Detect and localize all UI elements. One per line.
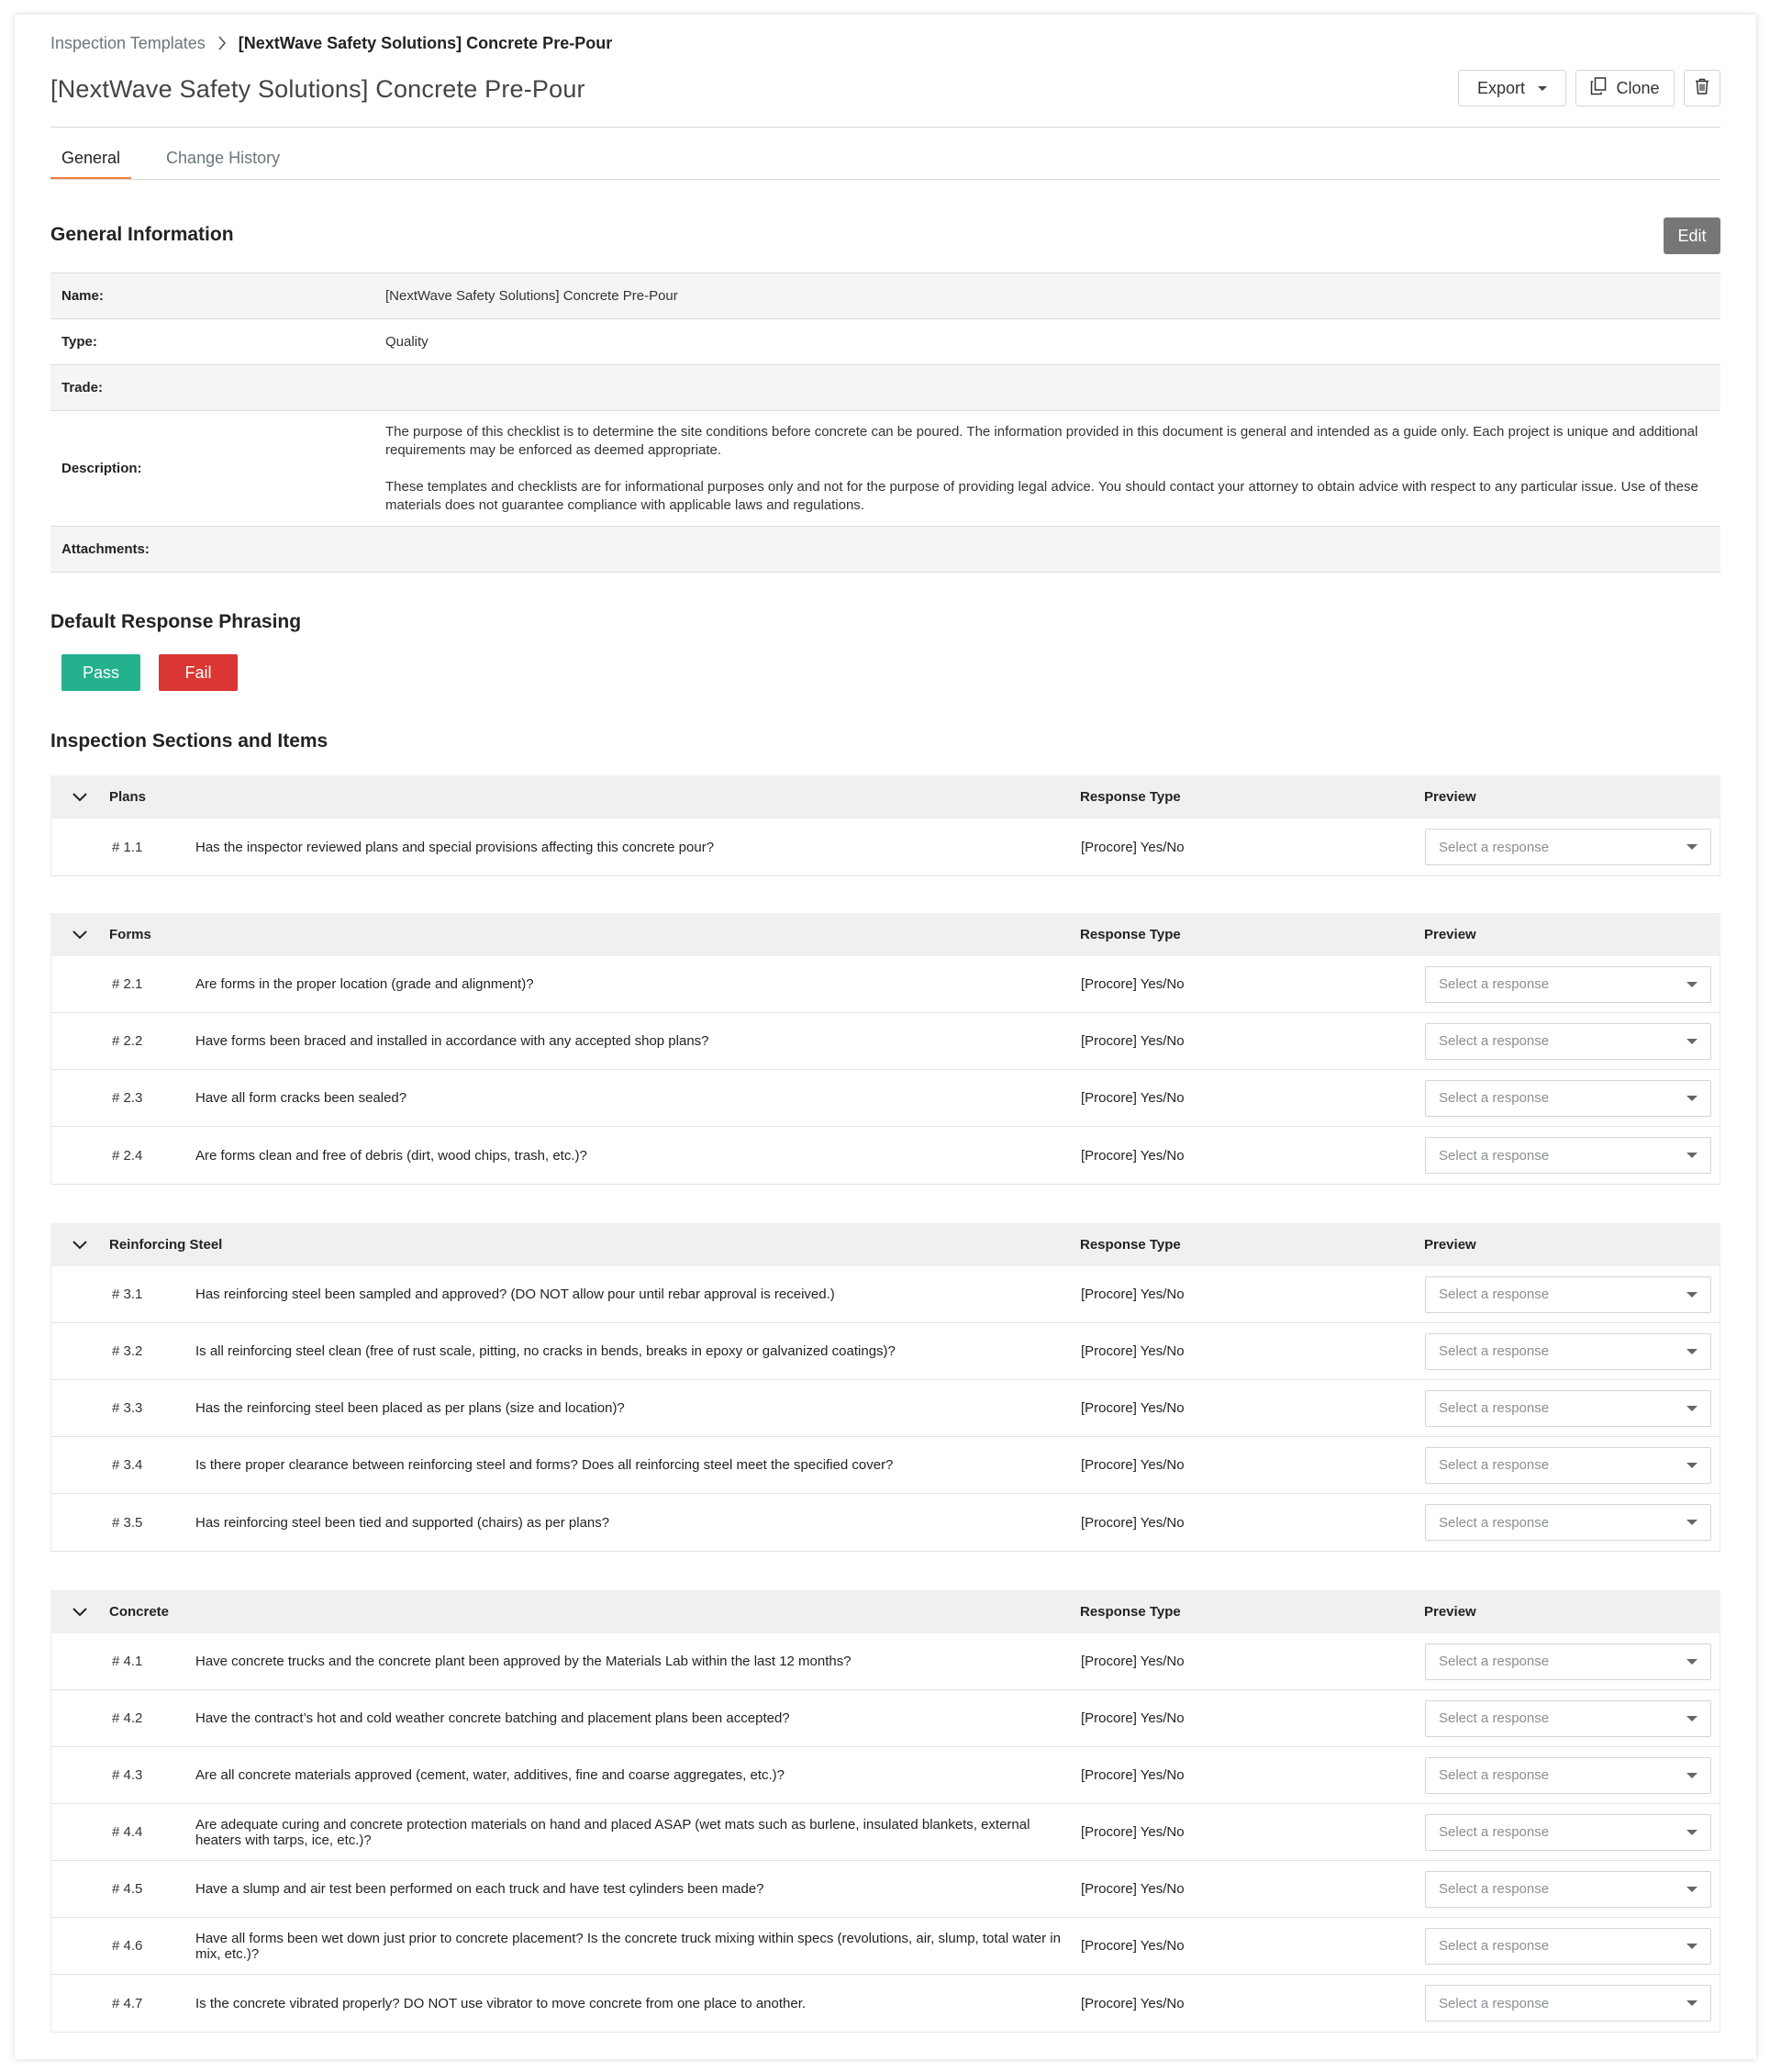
item-row	[50, 1013, 1720, 1070]
item-preview	[1425, 1137, 1720, 1174]
item-preview	[1425, 1504, 1720, 1541]
tab-general[interactable]: General	[50, 141, 131, 180]
breadcrumb-current: [NextWave Safety Solutions] Concrete Pre-Pour	[238, 33, 613, 52]
edit-button[interactable]: Edit	[1664, 217, 1720, 254]
description-paragraph: These templates and checklists are for informational purposes only and not for the purpose of providing legal advice. You should contact your attorney to obtain advice with respect to any particular issue. Use of these materials does not guarantee compliance with applicable laws and regulations.	[385, 478, 1698, 513]
chevron-right-icon	[206, 36, 239, 50]
item-number: # 3.3	[112, 1400, 143, 1416]
section-name: Plans	[109, 789, 147, 805]
info-row-description	[50, 411, 1720, 527]
select-placeholder: Select a response	[1439, 1090, 1550, 1106]
item-preview	[1425, 1757, 1720, 1794]
section-concrete	[50, 1590, 1720, 2033]
response-phrasing-pills	[61, 654, 238, 691]
page-title: [NextWave Safety Solutions] Concrete Pre-Pour	[50, 75, 585, 103]
item-preview	[1425, 1447, 1720, 1484]
item-preview	[1425, 1333, 1720, 1370]
item-preview	[1425, 1871, 1720, 1908]
item-row	[50, 1804, 1720, 1861]
item-row	[50, 1323, 1720, 1380]
item-response-type: [Procore] Yes/No	[1081, 1881, 1185, 1897]
info-value: Quality	[385, 333, 429, 350]
response-select[interactable]	[1425, 1643, 1711, 1680]
item-response-type: [Procore] Yes/No	[1081, 976, 1185, 992]
item-response-type: [Procore] Yes/No	[1081, 1033, 1185, 1049]
select-placeholder: Select a response	[1439, 976, 1550, 992]
item-row	[50, 956, 1720, 1013]
item-preview	[1425, 829, 1720, 865]
item-number: # 3.2	[112, 1343, 143, 1359]
select-placeholder: Select a response	[1439, 1400, 1550, 1416]
select-placeholder: Select a response	[1439, 1033, 1550, 1049]
item-number: # 4.6	[112, 1938, 143, 1954]
description-paragraph: The purpose of this checklist is to determine the site conditions before concrete can be poured. The information provided in this document is general and intended as a guide only. Each project is unique and additional requirements may be enforced as deemed appropriate.	[385, 423, 1698, 458]
response-select[interactable]	[1425, 1985, 1711, 2022]
response-select[interactable]	[1425, 1814, 1711, 1851]
response-select[interactable]	[1425, 1700, 1711, 1737]
item-number: # 4.3	[112, 1767, 143, 1783]
info-label: Description:	[61, 461, 142, 476]
item-response-type: [Procore] Yes/No	[1081, 1343, 1185, 1359]
item-row	[50, 1070, 1720, 1127]
item-number: # 4.4	[112, 1824, 143, 1840]
info-row-type	[50, 319, 1720, 365]
item-text: Has reinforcing steel been sampled and approved? (DO NOT allow pour until rebar approval is received.)	[195, 1287, 835, 1302]
info-row-attachments	[50, 527, 1720, 573]
section-name: Forms	[109, 927, 151, 942]
item-number: # 2.3	[112, 1090, 143, 1106]
section-header	[50, 1590, 1720, 1633]
section-plans	[50, 775, 1720, 876]
chevron-down-icon[interactable]	[50, 1241, 109, 1250]
item-text: Are forms clean and free of debris (dirt, wood chips, trash, etc.)?	[195, 1147, 587, 1164]
export-button-label: Export	[1476, 78, 1526, 97]
item-number: # 4.5	[112, 1881, 143, 1897]
response-select[interactable]	[1425, 1757, 1711, 1794]
fail-badge: Fail	[159, 654, 238, 691]
item-number: # 2.2	[112, 1033, 143, 1049]
caret-down-icon	[1687, 1096, 1698, 1101]
clone-button-label: Clone	[1616, 78, 1660, 97]
caret-down-icon	[1687, 844, 1698, 850]
chevron-down-icon[interactable]	[50, 930, 109, 940]
info-label: Trade:	[61, 380, 104, 395]
item-row	[50, 1437, 1720, 1494]
clone-button[interactable]	[1575, 70, 1675, 106]
item-number: # 2.1	[112, 976, 143, 992]
response-type-column-header: Response Type	[1080, 927, 1181, 942]
caret-down-icon	[1687, 1716, 1698, 1721]
response-select[interactable]	[1425, 1333, 1711, 1370]
export-button[interactable]	[1458, 70, 1566, 106]
item-text: Has the reinforcing steel been placed as per plans (size and location)?	[195, 1400, 625, 1416]
item-row	[50, 1494, 1720, 1551]
item-text: Are forms in the proper location (grade and alignment)?	[195, 976, 534, 992]
response-select[interactable]	[1425, 829, 1711, 865]
item-response-type: [Procore] Yes/No	[1081, 1147, 1185, 1164]
item-text: Have the contract’s hot and cold weather concrete batching and placement plans been accepted?	[195, 1710, 790, 1726]
item-number: # 3.4	[112, 1457, 143, 1473]
info-row-trade	[50, 365, 1720, 411]
item-response-type: [Procore] Yes/No	[1081, 1995, 1185, 2011]
select-placeholder: Select a response	[1439, 1824, 1550, 1840]
item-response-type: [Procore] Yes/No	[1081, 1287, 1185, 1302]
caret-down-icon	[1687, 1520, 1698, 1525]
item-row	[50, 1747, 1720, 1804]
response-type-column-header: Response Type	[1080, 1604, 1181, 1620]
section-forms	[50, 913, 1720, 1185]
select-placeholder: Select a response	[1439, 1710, 1550, 1726]
select-placeholder: Select a response	[1439, 1514, 1550, 1531]
item-text: Have concrete trucks and the concrete plant been approved by the Materials Lab within the last 12 months?	[195, 1654, 852, 1669]
item-response-type: [Procore] Yes/No	[1081, 1654, 1185, 1669]
header-actions	[1458, 70, 1720, 106]
response-select[interactable]	[1425, 1871, 1711, 1908]
select-placeholder: Select a response	[1439, 839, 1550, 855]
info-row-name	[50, 273, 1720, 319]
item-text: Is the concrete vibrated properly? DO NOT use vibrator to move concrete from one place to another.	[195, 1995, 807, 2011]
item-preview	[1425, 1390, 1720, 1427]
info-value	[385, 423, 1720, 515]
caret-down-icon	[1687, 1292, 1698, 1298]
item-text: Are adequate curing and concrete protection materials on hand and placed ASAP (wet mats such as burlene, insulated blankets, external heaters with tarps, ice, etc.)?	[195, 1816, 1030, 1848]
item-number: # 2.4	[112, 1147, 143, 1164]
item-response-type: [Procore] Yes/No	[1081, 1710, 1185, 1726]
tabs	[50, 141, 291, 180]
item-response-type: [Procore] Yes/No	[1081, 1400, 1185, 1416]
preview-column-header: Preview	[1424, 789, 1476, 805]
section-header	[50, 1223, 1720, 1266]
item-text: Have a slump and air test been performed on each truck and have test cylinders been made?	[195, 1881, 764, 1897]
breadcrumb	[50, 28, 612, 59]
item-preview	[1425, 966, 1720, 1003]
preview-column-header: Preview	[1424, 1604, 1476, 1620]
item-preview	[1425, 1814, 1720, 1851]
item-response-type: [Procore] Yes/No	[1081, 1457, 1185, 1473]
caret-down-icon	[1687, 1153, 1698, 1158]
default-response-phrasing-heading: Default Response Phrasing	[50, 611, 302, 632]
item-preview	[1425, 1080, 1720, 1117]
select-placeholder: Select a response	[1439, 1343, 1550, 1359]
caret-down-icon	[1687, 1349, 1698, 1354]
info-label: Name:	[61, 288, 104, 304]
item-text: Is all reinforcing steel clean (free of rust scale, pitting, no cracks in bends, breaks in epoxy or galvanized coatings)?	[195, 1343, 896, 1359]
caret-down-icon	[1538, 86, 1547, 91]
item-text: Have forms been braced and installed in accordance with any accepted shop plans?	[195, 1033, 709, 1049]
item-response-type: [Procore] Yes/No	[1081, 1090, 1185, 1106]
item-number: # 4.7	[112, 1995, 143, 2011]
chevron-down-icon[interactable]	[50, 793, 109, 802]
preview-column-header: Preview	[1424, 1237, 1476, 1253]
page-card	[15, 15, 1756, 2059]
item-row	[50, 1266, 1720, 1323]
info-label: Type:	[61, 334, 97, 350]
delete-button[interactable]	[1684, 70, 1720, 106]
section-reinforcing-steel	[50, 1223, 1720, 1552]
item-preview	[1425, 1023, 1720, 1060]
caret-down-icon	[1687, 2000, 1698, 2006]
item-row	[50, 1633, 1720, 1690]
response-select[interactable]	[1425, 1023, 1711, 1060]
item-response-type: [Procore] Yes/No	[1081, 839, 1185, 855]
caret-down-icon	[1687, 1887, 1698, 1892]
item-number: # 4.1	[112, 1654, 143, 1669]
section-name: Concrete	[109, 1604, 170, 1620]
copy-icon	[1590, 77, 1607, 100]
section-header	[50, 775, 1720, 819]
general-information-heading: General Information	[50, 224, 234, 245]
item-row	[50, 1975, 1720, 2032]
trash-icon	[1695, 78, 1709, 99]
response-type-column-header: Response Type	[1080, 789, 1181, 805]
item-row	[50, 1380, 1720, 1437]
response-select[interactable]	[1425, 1390, 1711, 1427]
item-row	[50, 1690, 1720, 1747]
item-text: Is there proper clearance between reinforcing steel and forms? Does all reinforcing steel meet the specified cover?	[195, 1457, 894, 1473]
select-placeholder: Select a response	[1439, 1457, 1550, 1473]
item-text: Have all forms been wet down just prior to concrete placement? Is the concrete truck mixing within specs (revolutions, air, slump, total water in mix, etc.)?	[195, 1930, 1061, 1962]
select-placeholder: Select a response	[1439, 1995, 1550, 2011]
item-number: # 1.1	[112, 839, 143, 855]
item-row	[50, 1918, 1720, 1975]
item-number: # 3.1	[112, 1287, 143, 1302]
item-text: Have all form cracks been sealed?	[195, 1090, 407, 1106]
caret-down-icon	[1687, 1659, 1698, 1665]
caret-down-icon	[1687, 1773, 1698, 1778]
select-placeholder: Select a response	[1439, 1767, 1550, 1783]
item-response-type: [Procore] Yes/No	[1081, 1938, 1185, 1954]
select-placeholder: Select a response	[1439, 1938, 1550, 1954]
item-number: # 3.5	[112, 1514, 143, 1531]
caret-down-icon	[1687, 1944, 1698, 1949]
caret-down-icon	[1687, 1406, 1698, 1411]
item-preview	[1425, 1643, 1720, 1680]
response-select[interactable]	[1425, 1928, 1711, 1965]
caret-down-icon	[1687, 1039, 1698, 1044]
section-name: Reinforcing Steel	[109, 1237, 223, 1253]
response-select[interactable]	[1425, 1137, 1711, 1174]
header-divider	[50, 127, 1720, 128]
item-row	[50, 819, 1720, 875]
preview-column-header: Preview	[1424, 927, 1476, 942]
response-select[interactable]	[1425, 1447, 1711, 1484]
item-response-type: [Procore] Yes/No	[1081, 1514, 1185, 1531]
response-select[interactable]	[1425, 1276, 1711, 1313]
caret-down-icon	[1687, 982, 1698, 987]
item-preview	[1425, 1928, 1720, 1965]
response-select[interactable]	[1425, 966, 1711, 1003]
general-info-table	[50, 273, 1720, 573]
item-response-type: [Procore] Yes/No	[1081, 1824, 1185, 1840]
inspection-sections-heading: Inspection Sections and Items	[50, 730, 328, 752]
item-text: Has reinforcing steel been tied and supported (chairs) as per plans?	[195, 1514, 610, 1531]
response-select[interactable]	[1425, 1504, 1711, 1541]
chevron-down-icon[interactable]	[50, 1608, 109, 1617]
select-placeholder: Select a response	[1439, 1287, 1550, 1302]
item-row	[50, 1127, 1720, 1184]
caret-down-icon	[1687, 1463, 1698, 1468]
tab-change-history[interactable]: Change History	[166, 149, 281, 167]
select-placeholder: Select a response	[1439, 1881, 1550, 1897]
item-text: Has the inspector reviewed plans and special provisions affecting this concrete pour?	[195, 839, 715, 855]
breadcrumb-inspection-templates-link[interactable]: Inspection Templates	[50, 33, 206, 52]
info-label: Attachments:	[61, 541, 150, 557]
item-text: Are all concrete materials approved (cement, water, additives, fine and coarse aggregates, etc.)?	[195, 1767, 785, 1783]
item-preview	[1425, 1985, 1720, 2022]
tabs-divider	[50, 179, 1720, 180]
section-header	[50, 913, 1720, 956]
item-row	[50, 1861, 1720, 1918]
caret-down-icon	[1687, 1830, 1698, 1835]
pass-badge: Pass	[61, 654, 140, 691]
item-number: # 4.2	[112, 1710, 143, 1726]
select-placeholder: Select a response	[1439, 1147, 1550, 1164]
item-preview	[1425, 1276, 1720, 1313]
info-value: [NextWave Safety Solutions] Concrete Pre-Pour	[385, 287, 678, 304]
item-preview	[1425, 1700, 1720, 1737]
select-placeholder: Select a response	[1439, 1654, 1550, 1669]
response-select[interactable]	[1425, 1080, 1711, 1117]
response-type-column-header: Response Type	[1080, 1237, 1181, 1253]
item-response-type: [Procore] Yes/No	[1081, 1767, 1185, 1783]
